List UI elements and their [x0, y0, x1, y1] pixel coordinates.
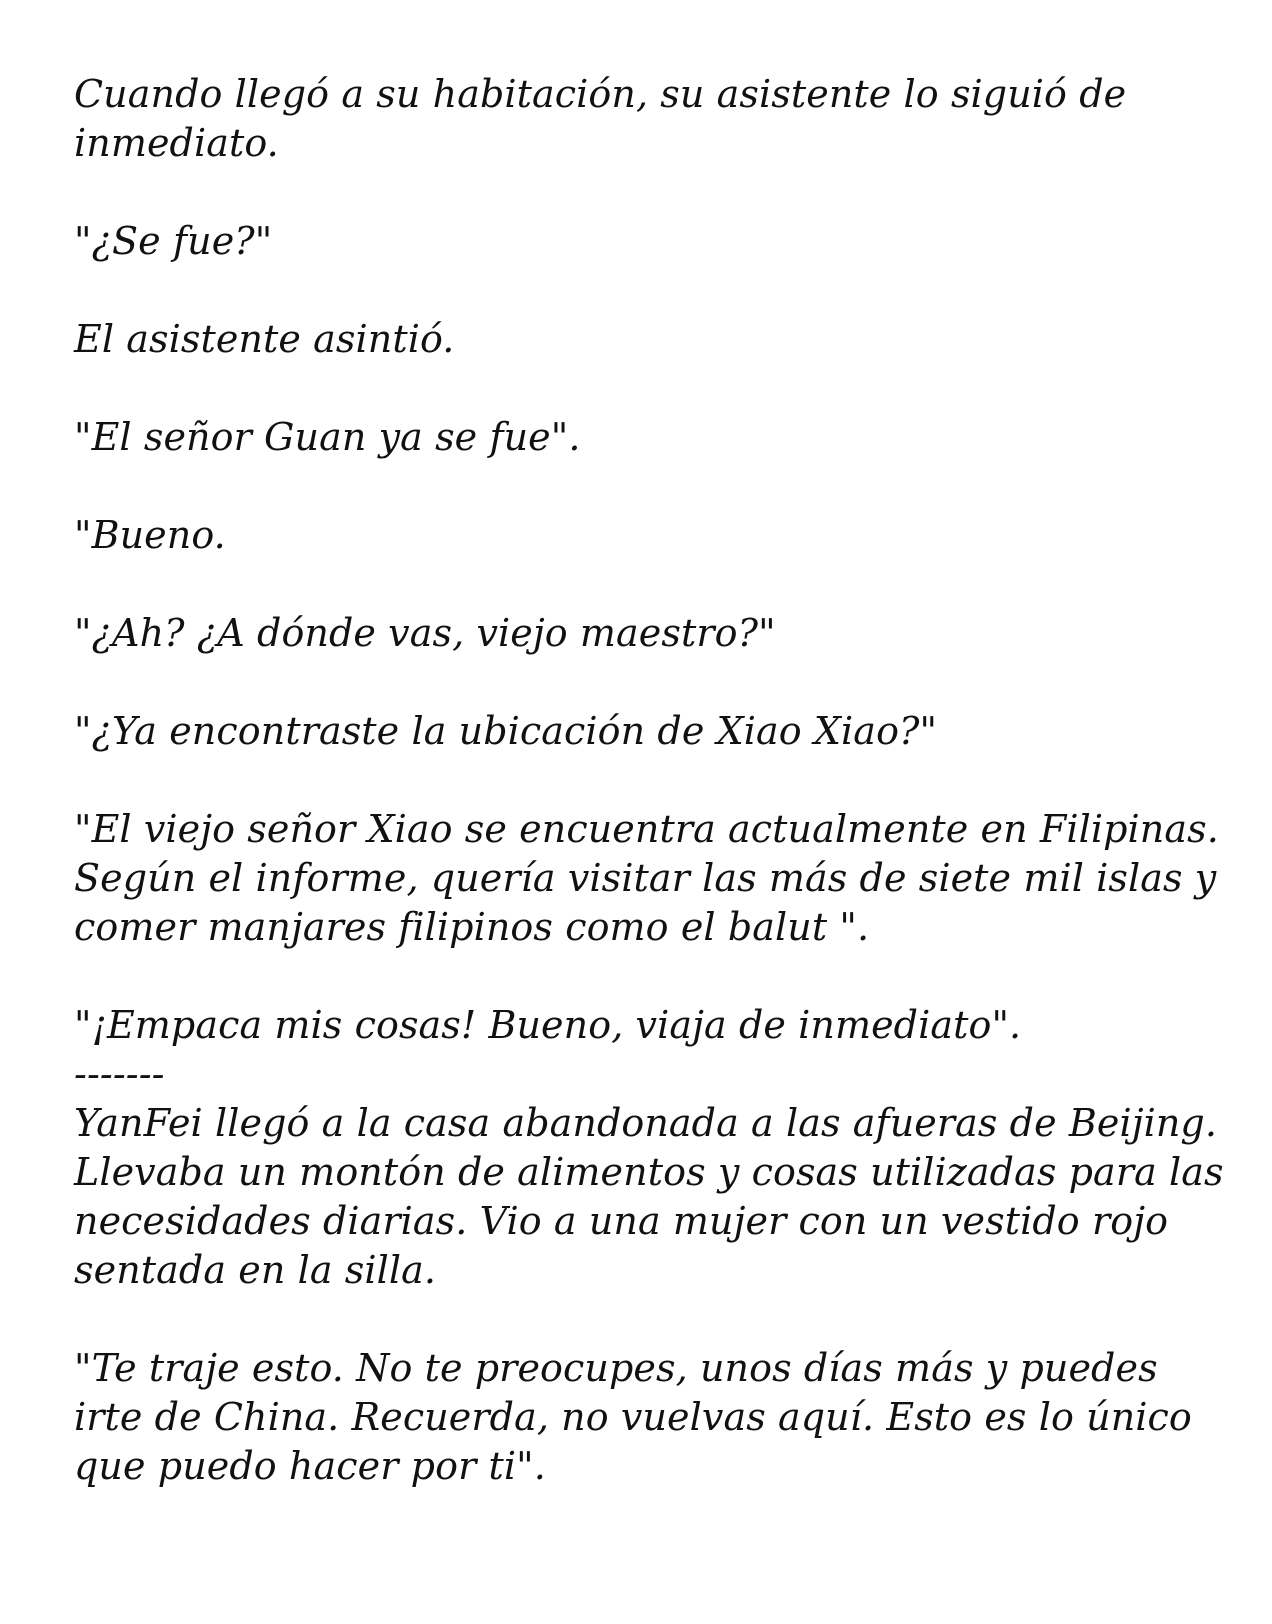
paragraph-5: "Bueno. [74, 513, 226, 557]
paragraph-2: "¿Se fue?" [74, 219, 273, 263]
paragraph-1: Cuando llegó a su habitación, su asistente lo siguió de inmediato. [74, 72, 1127, 165]
paragraph-11: "Te traje esto. No te preocupes, unos días más y puedes irte de China. Recuerda, no vuelvas aquí. Esto es lo único que puedo hacer por ti". [74, 1346, 1192, 1488]
paragraph-7: "¿Ya encontraste la ubicación de Xiao Xiao?" [74, 709, 938, 753]
paragraph-8: "El viejo señor Xiao se encuentra actualmente en Filipinas. Según el informe, quería visitar las más de siete mil islas y comer manjares filipinos como el balut ". [74, 807, 1219, 949]
paragraph-3: El asistente asintió. [74, 317, 455, 361]
document-page [74, 70, 1224, 1491]
paragraph-9: "¡Empaca mis cosas! Bueno, viaja de inmediato". [74, 1003, 1022, 1047]
paragraph-6: "¿Ah? ¿A dónde vas, viejo maestro?" [74, 611, 776, 655]
section-separator: ------- [74, 1052, 165, 1096]
paragraph-4: "El señor Guan ya se fue". [74, 415, 581, 459]
paragraph-10: YanFei llegó a la casa abandonada a las afueras de Beijing. Llevaba un montón de alimentos y cosas utilizadas para las necesidades diarias. Vio a una mujer con un vestido rojo sentada en la silla. [74, 1101, 1224, 1292]
